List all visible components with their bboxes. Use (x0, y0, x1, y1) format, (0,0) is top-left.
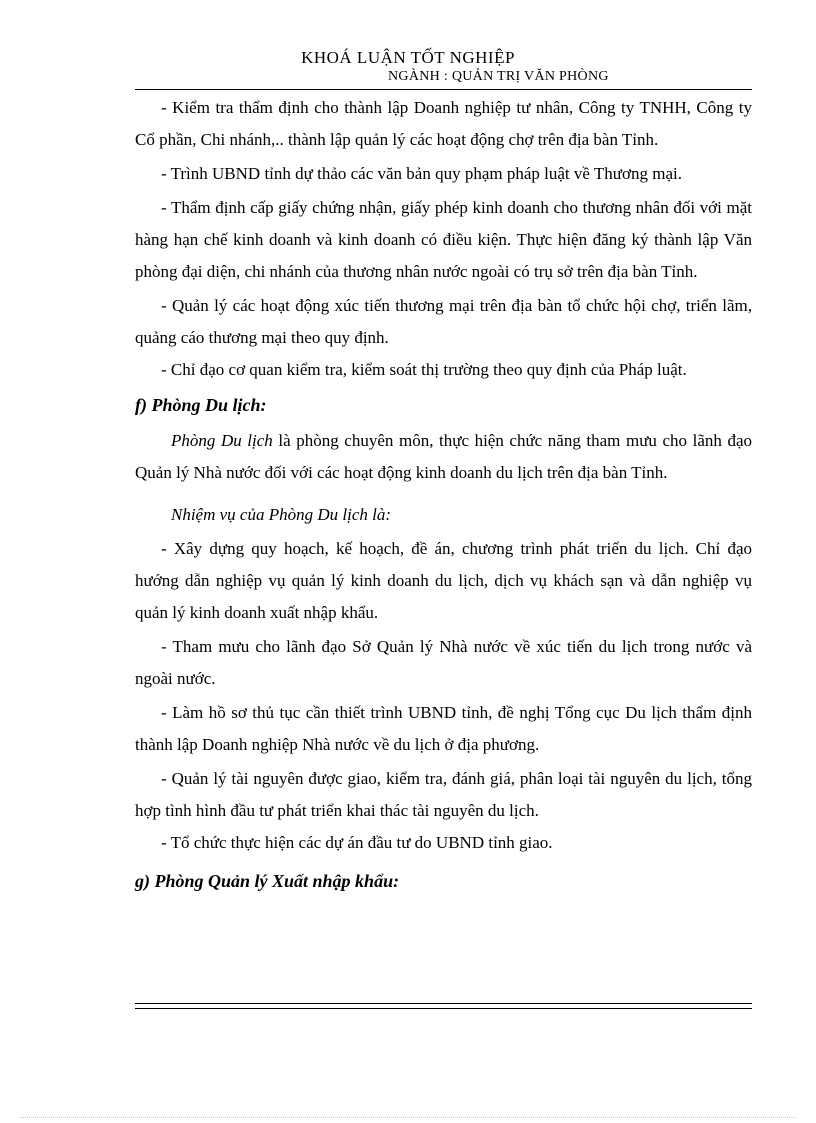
section-f-intro (135, 425, 752, 489)
thesis-title: KHOÁ LUẬN TỐT NGHIỆP (301, 48, 515, 67)
section-f-heading: f) Phòng Du lịch: (135, 395, 267, 415)
header-rule (135, 89, 752, 90)
section-f-intro-name: Phòng Du lịch (171, 431, 273, 450)
bullet-inspection: - Kiểm tra thẩm định cho thành lập Doanh nghiệp tư nhân, Công ty TNHH, Công ty Cổ phần, Chi nhánh,.. thành lập quản lý các hoạt động chợ trên địa bàn Tỉnh. (135, 98, 752, 149)
major-subtitle: NGÀNH : QUẢN TRỊ VĂN PHÒNG (388, 69, 609, 84)
bullet-market-control: - Chỉ đạo cơ quan kiểm tra, kiểm soát thị trường theo quy định của Pháp luật. (161, 360, 687, 379)
page-edge-dots (20, 1117, 796, 1118)
section-g-heading: g) Phòng Quản lý Xuất nhập khẩu: (135, 871, 400, 891)
bullet-tourism-planning: - Xây dựng quy hoạch, kế hoạch, đề án, chương trình phát triển du lịch. Chỉ đạo hướng dẫn nghiệp vụ quản lý kinh doanh du lịch, dịch vụ khách sạn và dẫn nghiệp vụ quản lý kinh doanh xuất nhập khẩu. (135, 539, 752, 622)
bullet-licensing: - Thẩm định cấp giấy chứng nhận, giấy phép kinh doanh cho thương nhân đối với mặt hàng hạn chế kinh doanh và kinh doanh có điều kiện. Thực hiện đăng ký thành lập Văn phòng đại diện, chi nhánh của thương nhân nước ngoài có trụ sở trên địa bàn Tỉnh. (135, 198, 752, 281)
bullet-tourism-dossier: - Làm hồ sơ thủ tục cần thiết trình UBND tỉnh, đề nghị Tổng cục Du lịch thẩm định thành lập Doanh nghiệp Nhà nước về du lịch ở địa phương. (135, 703, 752, 754)
bullet-tourism-advice: - Tham mưu cho lãnh đạo Sở Quản lý Nhà nước về xúc tiến du lịch trong nước và ngoài nước. (135, 637, 752, 688)
document-body (135, 92, 752, 901)
bullet-submit-draft: - Trình UBND tỉnh dự thảo các văn bản quy phạm pháp luật về Thương mại. (161, 164, 682, 183)
bullet-tourism-projects: - Tổ chức thực hiện các dự án đầu tư do UBND tỉnh giao. (161, 833, 553, 852)
bullet-trade-promotion: - Quản lý các hoạt động xúc tiến thương mại trên địa bàn tổ chức hội chợ, triển lãm, quảng cáo thương mại theo quy định. (135, 296, 752, 347)
bullet-tourism-resources: - Quản lý tài nguyên được giao, kiểm tra, đánh giá, phân loại tài nguyên du lịch, tổng hợp tình hình đầu tư phát triển khai thác tài nguyên du lịch. (135, 769, 752, 820)
section-f-duties-label: Nhiệm vụ của Phòng Du lịch là: (171, 505, 392, 524)
section-f-intro-text: là phòng chuyên môn, thực hiện chức năng tham mưu cho lãnh đạo Quản lý Nhà nước đối với các hoạt động kinh doanh du lịch trên địa bàn Tỉnh. (135, 431, 752, 482)
footer-rule-top (135, 1003, 752, 1004)
footer-rule-bottom (135, 1008, 752, 1009)
